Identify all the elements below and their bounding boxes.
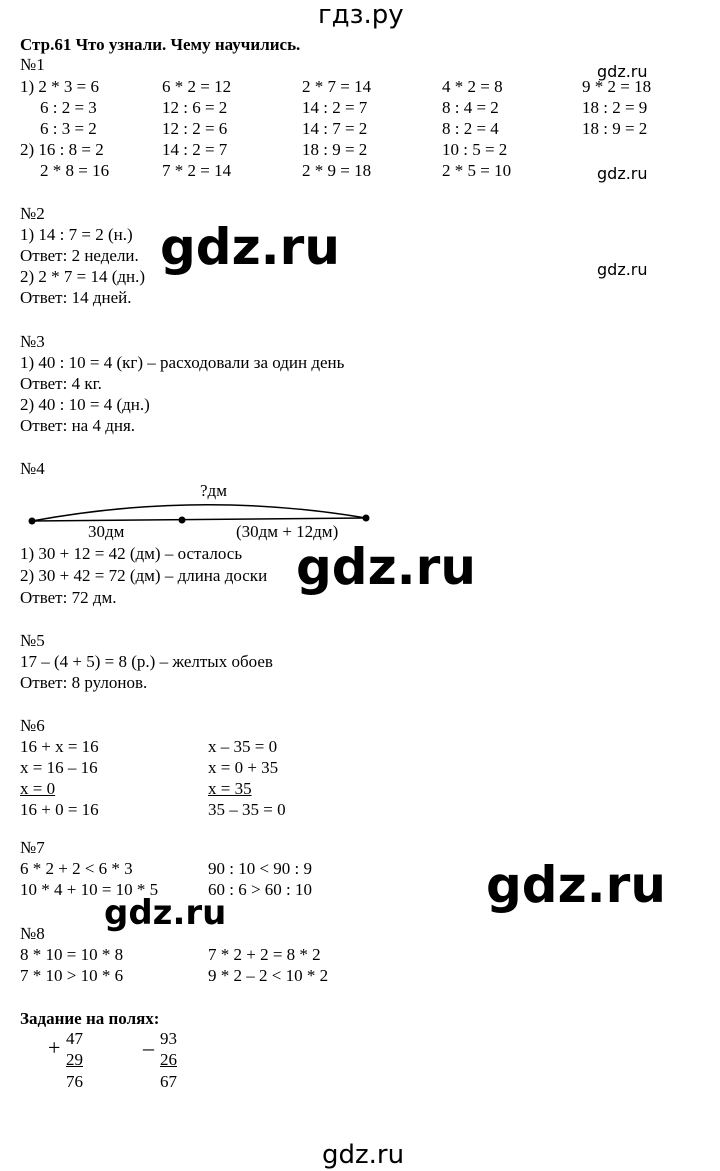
diagram-seg2-label: (30дм + 12дм) xyxy=(236,522,339,541)
task1-cell: 6 : 3 = 2 xyxy=(40,119,97,138)
task-label: №2 xyxy=(20,204,45,223)
task-line: Ответ: 72 дм. xyxy=(20,588,117,607)
margin-task-label: Задание на полях: xyxy=(20,1009,160,1028)
task1-cell: 2) 16 : 8 = 2 xyxy=(20,140,104,159)
task-label: №1 xyxy=(20,55,45,74)
comparison-line: 7 * 2 + 2 = 8 * 2 xyxy=(208,945,321,964)
equation-line: x = 16 – 16 xyxy=(20,758,98,777)
task-label: №8 xyxy=(20,924,45,943)
difference-result: 67 xyxy=(160,1072,177,1091)
task1-cell: 2 * 7 = 14 xyxy=(302,77,372,96)
watermark-bottom: gdz.ru xyxy=(322,1140,405,1170)
diagram-total-label: ?дм xyxy=(200,481,227,500)
task-line: Ответ: 8 рулонов. xyxy=(20,673,148,692)
task-label: №7 xyxy=(20,838,45,857)
task1-cell: 7 * 2 = 14 xyxy=(162,161,232,180)
equation-line: x = 0 + 35 xyxy=(208,758,279,777)
comparison-line: 9 * 2 – 2 < 10 * 2 xyxy=(208,966,329,985)
task-label: №5 xyxy=(20,631,45,650)
task-line: 1) 14 : 7 = 2 (н.) xyxy=(20,225,133,244)
point-end xyxy=(363,515,370,522)
watermark-top: гдз.ру xyxy=(318,0,404,30)
task-line: Ответ: 4 кг. xyxy=(20,374,102,393)
watermark-big: gdz.ru xyxy=(160,218,340,276)
task1-cell: 6 * 2 = 12 xyxy=(162,77,232,96)
task1-cell: 2 * 8 = 16 xyxy=(40,161,110,180)
page-title: Стр.61 Что узнали. Чему научились. xyxy=(20,35,301,54)
watermark-big: gdz.ru xyxy=(486,856,666,914)
addend-top: 47 xyxy=(66,1029,83,1048)
task1-cell: 9 * 2 = 18 xyxy=(582,77,652,96)
comparison-line: 7 * 10 > 10 * 6 xyxy=(20,966,124,985)
task-line: Ответ: 14 дней. xyxy=(20,288,132,307)
comparison-line: 90 : 10 < 90 : 9 xyxy=(208,859,313,878)
equation-line: 16 + x = 16 xyxy=(20,737,99,756)
task-line: 2) 30 + 42 = 72 (дм) – длина доски xyxy=(20,566,268,585)
task1-cell: 12 : 2 = 6 xyxy=(162,119,228,138)
task1-cell: 8 : 2 = 4 xyxy=(442,119,499,138)
task-line: 1) 40 : 10 = 4 (кг) – расходовали за один день xyxy=(20,353,345,372)
comparison-line: 8 * 10 = 10 * 8 xyxy=(20,945,124,964)
task-label: №3 xyxy=(20,332,45,351)
watermark-small: gdz.ru xyxy=(597,62,648,81)
watermark-mid: gdz.ru xyxy=(104,893,227,933)
segment-line xyxy=(32,518,366,521)
task1-cell: 14 : 2 = 7 xyxy=(162,140,228,159)
point-start xyxy=(29,518,36,525)
comparison-line: 6 * 2 + 2 < 6 * 3 xyxy=(20,859,133,878)
task1-cell: 14 : 2 = 7 xyxy=(302,98,368,117)
task1-cell: 1) 2 * 3 = 6 xyxy=(20,77,99,96)
diagram-seg1-label: 30дм xyxy=(88,522,125,541)
task1-cell: 2 * 5 = 10 xyxy=(442,161,512,180)
task1-cell: 18 : 9 = 2 xyxy=(582,119,648,138)
task-line: 17 – (4 + 5) = 8 (р.) – желтых обоев xyxy=(20,652,273,671)
equation-answer: x = 0 xyxy=(20,779,56,798)
comparison-line: 10 * 4 + 10 = 10 * 5 xyxy=(20,880,159,899)
task1-cell: 6 : 2 = 3 xyxy=(40,98,97,117)
task1-cell: 10 : 5 = 2 xyxy=(442,140,508,159)
watermark-small: gdz.ru xyxy=(597,164,648,183)
task-label: №6 xyxy=(20,716,45,735)
watermark-small: gdz.ru xyxy=(597,260,648,279)
comparison-line: 60 : 6 > 60 : 10 xyxy=(208,880,313,899)
task1-cell: 4 * 2 = 8 xyxy=(442,77,503,96)
task-line: 2) 40 : 10 = 4 (дн.) xyxy=(20,395,150,414)
task-line: 1) 30 + 12 = 42 (дм) – осталось xyxy=(20,544,243,563)
task1-cell: 18 : 2 = 9 xyxy=(582,98,648,117)
sum-result: 76 xyxy=(66,1072,83,1091)
task-label: №4 xyxy=(20,459,45,478)
minuend: 93 xyxy=(160,1029,177,1048)
equation-check: 16 + 0 = 16 xyxy=(20,800,99,819)
equation-answer: x = 35 xyxy=(208,779,252,798)
task-line: 2) 2 * 7 = 14 (дн.) xyxy=(20,267,146,286)
task-line: Ответ: 2 недели. xyxy=(20,246,139,265)
equation-line: x – 35 = 0 xyxy=(208,737,278,756)
watermark-big: gdz.ru xyxy=(296,538,476,596)
equation-check: 35 – 35 = 0 xyxy=(208,800,286,819)
task1-cell: 8 : 4 = 2 xyxy=(442,98,499,117)
task1-cell: 2 * 9 = 18 xyxy=(302,161,372,180)
task-line: Ответ: на 4 дня. xyxy=(20,416,136,435)
task1-cell: 18 : 9 = 2 xyxy=(302,140,368,159)
subtrahend: 26 xyxy=(160,1050,177,1069)
task1-cell: 12 : 6 = 2 xyxy=(162,98,228,117)
plus-sign: + xyxy=(48,1035,61,1060)
addend-bottom: 29 xyxy=(66,1050,83,1069)
task1-cell: 14 : 7 = 2 xyxy=(302,119,368,138)
minus-sign: – xyxy=(143,1035,154,1060)
point-middle xyxy=(179,517,186,524)
